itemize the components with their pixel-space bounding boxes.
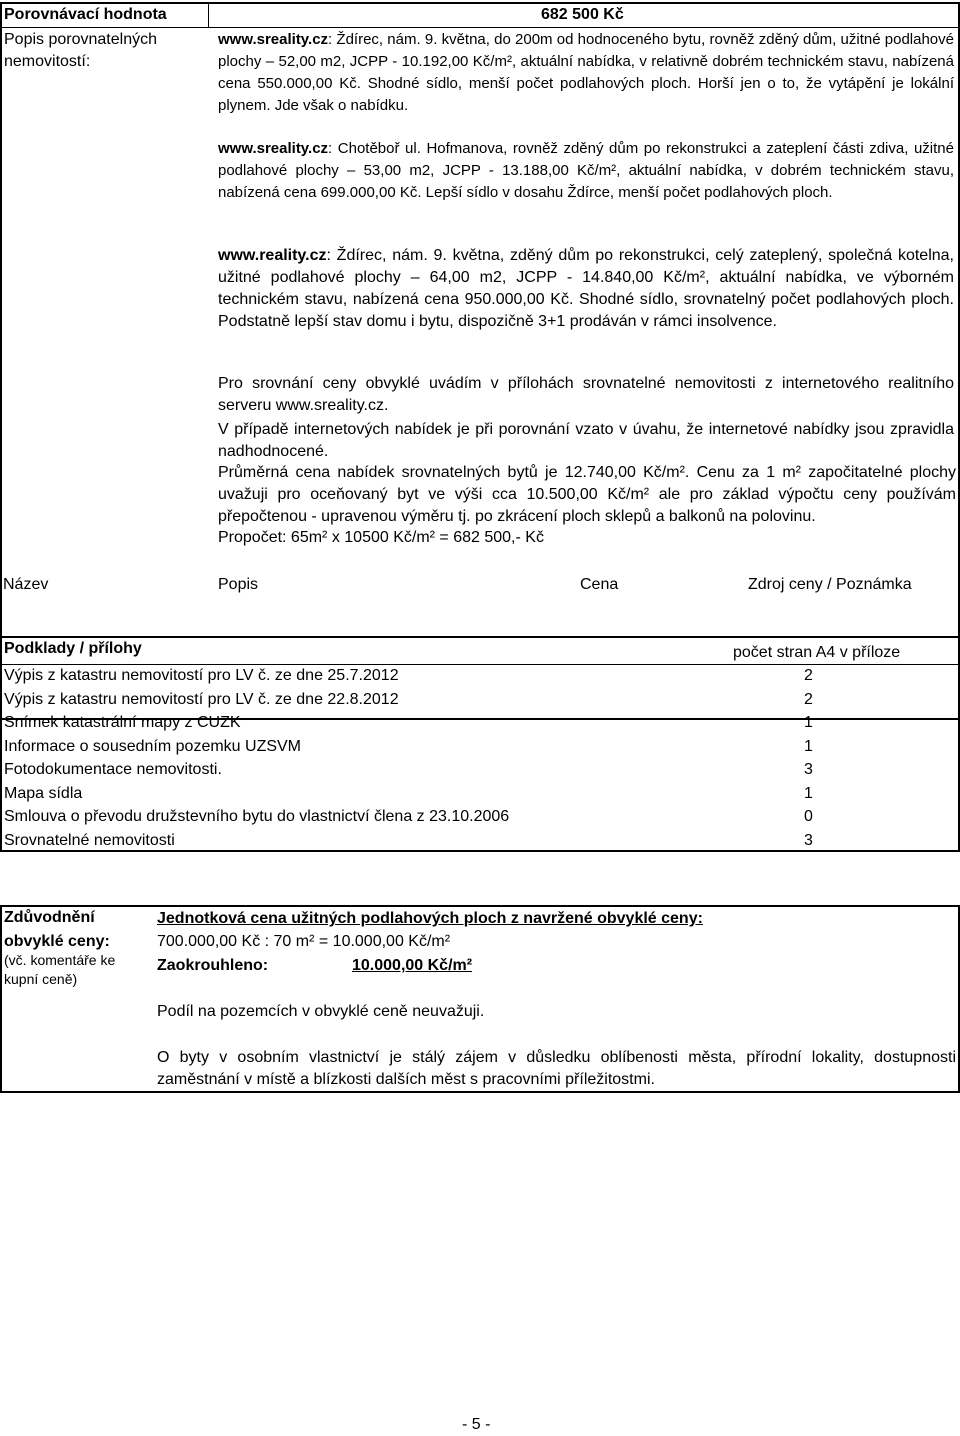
unit-price-calc: 700.000,00 Kč : 70 m² = 10.000,00 Kč/m² xyxy=(157,933,451,950)
attachments-title: Podklady / přílohy xyxy=(4,640,142,657)
header-source: Zdroj ceny / Poznámka xyxy=(748,576,912,593)
attachment-name: Výpis z katastru nemovitostí pro LV č. ze dne 25.7.2012 xyxy=(4,667,399,684)
attachment-page-count: 1 xyxy=(804,784,813,802)
rounded-label: Zaokrouhleno: xyxy=(157,957,269,974)
header-price: Cena xyxy=(580,576,619,593)
attachment-page-count: 1 xyxy=(804,714,813,731)
attachments-count-header: počet stran A4 v příloze xyxy=(733,644,901,661)
attachment-page-count: 3 xyxy=(804,761,813,778)
market-note: O byty v osobním vlastnictví je stálý zájem v důsledku oblíbenosti města, přírodní lokality, dostupnosti zaměstnání v místě a blízkosti dalších měst s pracovními příležitostmi. xyxy=(157,1049,956,1088)
comparison-value: 682 500 Kč xyxy=(541,6,624,23)
attachment-name: Srovnatelné nemovitosti xyxy=(4,831,175,849)
listing-2-text: : Chotěboř ul. Hofmanova, rovněž zděný dům po rekonstrukci a zateplení části zdiva, užitné podlahové plochy ‒ 53,00 m2, JCPP - 13.188,00 Kč/m², aktuální nabídka, v dobrém technickém stavu, nabízená cena 699.000,00 Kč. Lepší sídlo v dosahu Ždírce, menší počet podlahových ploch. xyxy=(218,140,954,201)
attachment-name: Informace o sousedním pozemku UZSVM xyxy=(4,737,302,755)
note-sources: Pro srovnání ceny obvyklé uvádím v přílohách srovnatelné nemovitosti z internetového realitního serveru www.sreality.cz. xyxy=(218,375,954,414)
attachment-row xyxy=(4,689,834,712)
listing-2-site: www.sreality.cz xyxy=(218,140,329,157)
attachment-row xyxy=(4,736,834,759)
unit-price-heading: Jednotková cena užitných podlahových ploch z navržené obvyklé ceny: xyxy=(157,910,703,927)
attachment-page-count: 2 xyxy=(804,667,813,684)
page-number: - 5 - xyxy=(462,1416,491,1433)
attachment-page-count: 3 xyxy=(804,831,813,849)
attachment-row xyxy=(4,783,834,806)
attachment-name: Fotodokumentace nemovitosti. xyxy=(4,761,222,778)
attachment-name: Smlouva o převodu družstevního bytu do vlastnictví člena z 23.10.2006 xyxy=(4,808,510,825)
listing-2 xyxy=(218,138,954,204)
rounded-value: 10.000,00 Kč/m² xyxy=(352,957,473,974)
attachment-page-count: 0 xyxy=(804,808,813,825)
listing-1 xyxy=(218,29,954,117)
listing-3-text: : Ždírec, nám. 9. května, zděný dům po rekonstrukci, celý zateplený, společná kotelna, užitné podlahové plochy ‒ 64,00 m2, JCPP - 14.840,00 Kč/m², aktuální nabídka, ve výborném technickém stavu, nabízená cena 950.000,00 Kč. Shodné sídlo, srovnatelný počet podlahových ploch. Podstatně lepší stav domu i bytu, dispozičně 3+1 prodáván v rámci insolvence. xyxy=(218,247,954,330)
attachment-page-count: 1 xyxy=(804,737,813,755)
attachment-row xyxy=(4,665,834,688)
attachment-row xyxy=(4,712,834,735)
listing-3 xyxy=(218,245,954,333)
listing-1-site: www.sreality.cz xyxy=(218,31,329,48)
land-share-note: Podíl na pozemcích v obvyklé ceně neuvažuji. xyxy=(157,1003,485,1020)
comparison-label: Porovnávací hodnota xyxy=(4,6,167,23)
comparison-column-divider xyxy=(208,2,209,27)
attachment-row xyxy=(4,806,834,829)
attachment-name: Výpis z katastru nemovitostí pro LV č. ze dne 22.8.2012 xyxy=(4,690,399,708)
calculation: Propočet: 65m² x 10500 Kč/m² = 682 500,- Kč xyxy=(218,529,544,546)
attachment-row xyxy=(4,759,834,782)
attachment-page-count: 2 xyxy=(804,690,813,708)
header-description: Popis xyxy=(218,576,259,593)
attachment-name: Snímek katastrální mapy z CUZK xyxy=(4,714,241,731)
justification-label: Zdůvodnění obvyklé ceny: xyxy=(4,909,110,950)
comparison-header-divider xyxy=(0,27,960,28)
description-label: Popis porovnatelných nemovitostí: xyxy=(4,31,157,70)
attachment-name: Mapa sídla xyxy=(4,784,83,802)
note-overvalued: V případě internetových nabídek je při porovnání vzato v úvahu, že internetové nabídky jsou zpravidla nadhodnocené. xyxy=(218,421,954,460)
listing-1-text: : Ždírec, nám. 9. května, do 200m od hodnoceného bytu, rovněž zděný dům, užitné podlahové plochy ‒ 52,00 m2, JCPP - 10.192,00 Kč/m², aktuální nabídka, v relativně dobrém technickém stavu, nabízená cena 550.000,00 Kč. Shodné sídlo, menší počet podlahových ploch. Horší jen o to, že vytápění je lokální plynem. Jde však o nabídku. xyxy=(218,31,954,114)
listing-3-site: www.reality.cz xyxy=(218,247,327,264)
attachment-row xyxy=(4,830,834,853)
header-name: Název xyxy=(3,576,49,593)
justification-sublabel: (vč. komentáře ke kupní ceně) xyxy=(4,952,116,987)
note-average-price: Průměrná cena nabídek srovnatelných bytů je 12.740,00 Kč/m². Cenu za 1 m² započitatelné plochy uvažuji pro oceňovaný byt ve výši cca 10.500,00 Kč/m² ale pro základ výpočtu ceny používám přepočtenou - upravenou výměru tj. po zkrácení ploch sklepů a balkonů na polovinu. xyxy=(218,464,956,525)
